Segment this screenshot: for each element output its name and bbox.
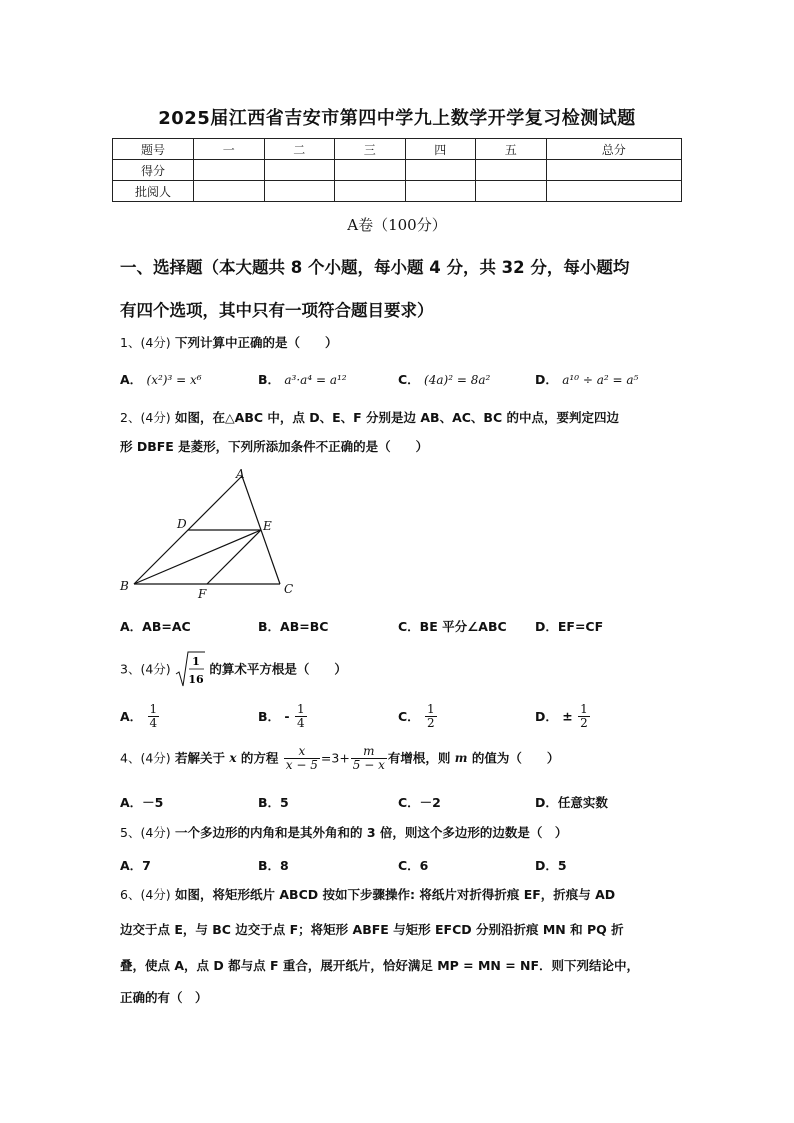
score-input-cell[interactable] bbox=[476, 181, 547, 202]
question-5 bbox=[120, 825, 680, 840]
question-text: 的值为（ ） bbox=[471, 750, 560, 766]
numerator: m bbox=[351, 745, 387, 759]
table-row bbox=[113, 160, 682, 181]
option-math: (x²)³ = x⁶ bbox=[146, 373, 202, 387]
table-cell: 一 bbox=[194, 139, 265, 160]
option-b[interactable]: B．5 bbox=[258, 795, 289, 810]
question-6-line2: 边交于点 E，与 BC 边交于点 F；将矩形 ABFE 与矩形 EFCD 分别沿折痕 MN 和 PQ 折 bbox=[120, 922, 624, 937]
denominator: 2 bbox=[580, 715, 588, 730]
score-table-header-row bbox=[113, 139, 682, 160]
fraction bbox=[578, 703, 590, 729]
label-c: C bbox=[284, 582, 294, 596]
option-math: a³·a⁴ = a¹² bbox=[284, 373, 347, 387]
question-text: 下列计算中正确的是（ ） bbox=[175, 335, 338, 350]
square-root bbox=[175, 650, 205, 688]
question-4 bbox=[120, 745, 680, 771]
table-row bbox=[113, 181, 682, 202]
option-label: D． bbox=[535, 372, 558, 387]
score-input-cell[interactable] bbox=[194, 160, 265, 181]
option-d[interactable]: D．5 bbox=[535, 858, 567, 873]
option-b[interactable] bbox=[258, 703, 308, 729]
fraction bbox=[295, 703, 307, 729]
numerator: 1 bbox=[149, 702, 158, 716]
option-c[interactable]: C．6 bbox=[398, 858, 429, 873]
option-d[interactable]: D．EF=CF bbox=[535, 619, 604, 634]
question-text: 的方程 bbox=[240, 750, 279, 766]
section-heading-line1: 一、选择题（本大题共 8 个小题，每小题 4 分，共 32 分，每小题均 bbox=[120, 258, 630, 277]
table-cell: 三 bbox=[335, 139, 406, 160]
question-6 bbox=[120, 887, 680, 902]
option-math: a¹⁰ ÷ a² = a⁵ bbox=[562, 373, 639, 387]
table-cell: 得分 bbox=[113, 160, 194, 181]
option-label: A． bbox=[120, 709, 143, 725]
variable-m: m bbox=[454, 750, 468, 765]
option-sign: ± bbox=[562, 708, 573, 724]
question-number: 2、(4分) bbox=[120, 410, 171, 425]
question-2-line2: 形 DBFE 是菱形，下列所添加条件不正确的是（ ） bbox=[120, 439, 429, 454]
option-label: B． bbox=[258, 372, 281, 387]
label-e: E bbox=[263, 519, 272, 533]
option-b[interactable]: B．8 bbox=[258, 858, 289, 873]
option-label: A． bbox=[120, 372, 143, 387]
question-6-line4: 正确的有（ ） bbox=[120, 990, 208, 1005]
option-c[interactable] bbox=[398, 370, 490, 388]
score-input-cell[interactable] bbox=[405, 160, 476, 181]
table-cell: 总分 bbox=[546, 139, 682, 160]
numerator: 1 bbox=[580, 702, 588, 716]
volume-heading: A卷（100分） bbox=[347, 216, 447, 234]
label-a: A bbox=[236, 467, 245, 481]
label-f: F bbox=[198, 587, 207, 601]
option-d[interactable] bbox=[535, 370, 638, 388]
question-number: 6、(4分) bbox=[120, 887, 171, 902]
score-input-cell[interactable] bbox=[546, 181, 682, 202]
score-input-cell[interactable] bbox=[264, 160, 335, 181]
question-1 bbox=[120, 335, 680, 350]
option-b[interactable] bbox=[258, 370, 347, 388]
score-input-cell[interactable] bbox=[335, 181, 406, 202]
score-table bbox=[112, 138, 682, 202]
numerator: x bbox=[284, 745, 320, 759]
option-a[interactable] bbox=[120, 703, 160, 729]
question-text: 如图，在△ABC 中，点 D、E、F 分别是边 AB、AC、BC 的中点，要判定四边 bbox=[175, 410, 619, 425]
option-c[interactable]: C．－2 bbox=[398, 795, 441, 810]
denominator: 4 bbox=[296, 715, 305, 730]
table-cell: 五 bbox=[476, 139, 547, 160]
numerator: 1 bbox=[427, 702, 435, 716]
score-input-cell[interactable] bbox=[476, 160, 547, 181]
triangle-figure bbox=[112, 466, 302, 604]
radicand-denominator: 16 bbox=[188, 673, 204, 686]
question-number: 4、(4分) bbox=[120, 750, 171, 766]
question-3 bbox=[120, 650, 680, 688]
label-b: B bbox=[120, 579, 129, 593]
score-input-cell[interactable] bbox=[264, 181, 335, 202]
variable-x: x bbox=[229, 750, 237, 765]
page-title: 2025届江西省吉安市第四中学九上数学开学复习检测试题 bbox=[158, 108, 636, 129]
option-b[interactable]: B．AB=BC bbox=[258, 619, 329, 634]
option-label: B． bbox=[258, 709, 281, 725]
equation-text: =3+ bbox=[320, 750, 350, 766]
question-text: 的算术平方根是（ ） bbox=[209, 661, 347, 677]
option-sign: - bbox=[284, 708, 290, 724]
option-math: (4a)² = 8a² bbox=[424, 373, 491, 387]
segment-fe bbox=[207, 530, 261, 584]
question-text: 一个多边形的内角和是其外角和的 3 倍，则这个多边形的边数是（ ） bbox=[175, 825, 568, 840]
table-cell: 批阅人 bbox=[113, 181, 194, 202]
radicand-numerator: 1 bbox=[192, 655, 200, 668]
radical-sign-icon bbox=[175, 650, 205, 688]
score-input-cell[interactable] bbox=[194, 181, 265, 202]
fraction bbox=[425, 703, 437, 729]
fraction bbox=[351, 745, 387, 771]
question-number: 3、(4分) bbox=[120, 661, 171, 677]
question-number: 1、(4分) bbox=[120, 335, 171, 350]
denominator: 4 bbox=[149, 715, 158, 730]
option-a[interactable]: A．7 bbox=[120, 858, 151, 873]
numerator: 1 bbox=[296, 702, 305, 716]
question-text: 若解关于 bbox=[175, 750, 226, 766]
denominator: 2 bbox=[427, 715, 435, 730]
denominator: x − 5 bbox=[285, 757, 318, 772]
option-d[interactable] bbox=[535, 703, 591, 729]
option-a[interactable]: A．AB=AC bbox=[120, 619, 191, 634]
question-number: 5、(4分) bbox=[120, 825, 171, 840]
segment-be bbox=[134, 530, 261, 584]
score-input-cell[interactable] bbox=[405, 181, 476, 202]
option-label: C． bbox=[398, 372, 420, 387]
option-label: C． bbox=[398, 709, 420, 725]
option-d[interactable]: D．任意实数 bbox=[535, 795, 608, 810]
question-text: 有增根，则 bbox=[387, 750, 451, 766]
table-cell: 二 bbox=[264, 139, 335, 160]
option-c[interactable] bbox=[398, 703, 438, 729]
score-input-cell[interactable] bbox=[335, 160, 406, 181]
fraction bbox=[284, 745, 320, 771]
denominator: 5 − x bbox=[352, 757, 385, 772]
option-a[interactable]: A．－5 bbox=[120, 795, 164, 810]
option-a[interactable] bbox=[120, 370, 202, 388]
question-2 bbox=[120, 410, 680, 425]
label-d: D bbox=[177, 517, 187, 531]
question-6-line3: 叠，使点 A，点 D 都与点 F 重合，展开纸片，恰好满足 MP = MN = NF．则下列结论中， bbox=[120, 958, 640, 973]
table-cell: 题号 bbox=[113, 139, 194, 160]
score-input-cell[interactable] bbox=[546, 160, 682, 181]
fraction bbox=[148, 703, 160, 729]
question-text: 如图，将矩形纸片 ABCD 按如下步骤操作: 将纸片对折得折痕 EF，折痕与 AD bbox=[175, 887, 616, 902]
option-c[interactable]: C．BE 平分∠ABC bbox=[398, 619, 507, 634]
option-label: D． bbox=[535, 709, 558, 725]
table-cell: 四 bbox=[405, 139, 476, 160]
section-heading-line2: 有四个选项，其中只有一项符合题目要求） bbox=[120, 301, 434, 320]
